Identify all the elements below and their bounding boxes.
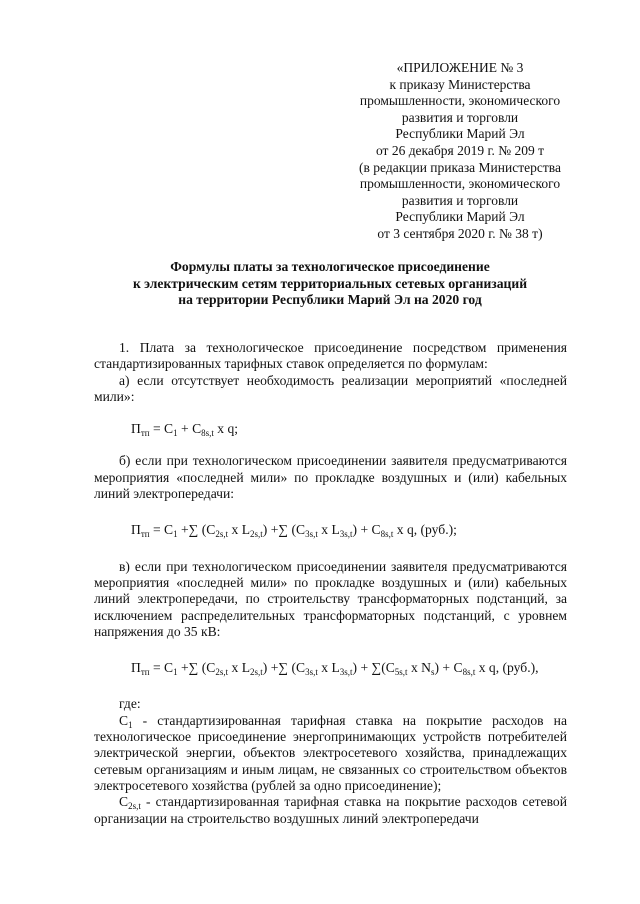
formula-v: $П_{тп} = С_1$ +∑ ($С_{2s,t}$ x $L_{2s,t}$) +∑ ($С_{3s,t}$ x $L_{3s,t}) + \sum(С_{5s,t}$ x $N_s) + С_{8s,t}$ x q, (руб.), bbox=[131, 660, 539, 678]
appendix-line: развития и торговли bbox=[401, 192, 519, 208]
appendix-line: Республики Марий Эл bbox=[395, 209, 525, 225]
appendix-header bbox=[300, 60, 620, 243]
appendix-line: от 26 декабря 2019 г. № 209 т bbox=[375, 142, 545, 158]
title-line: Формулы платы за технологическое присоединение bbox=[170, 259, 490, 274]
document-title bbox=[40, 259, 620, 309]
definition-c1: $С_1$ - стандартизированная тарифная ставка на покрытие расходов на технологическое присоединение энергопринимающих устройств потребителей электрической энергии, объектов электросетевого хозяйства, принадлежащих сетевым организациям и иным лицам, не связанных со строительством объектов электросетевого хозяйства (рублей за одно присоединение); bbox=[94, 712, 567, 793]
appendix-line: (в редакции приказа Министерства bbox=[359, 159, 561, 175]
appendix-line: промышленности, экономического bbox=[359, 176, 561, 192]
document-body bbox=[94, 340, 567, 827]
appendix-line: «ПРИЛОЖЕНИЕ № 3 bbox=[396, 60, 524, 75]
paragraph-1: 1. Плата за технологическое присоединение посредством применения стандартизированных тарифных ставок определяется по формулам: bbox=[94, 340, 567, 372]
appendix-line: промышленности, экономического bbox=[359, 93, 561, 109]
title-line: на территории Республики Марий Эл на 2020 год bbox=[178, 292, 482, 307]
appendix-line: развития и торговли bbox=[401, 109, 519, 125]
appendix-line: от 3 сентября 2020 г. № 38 т) bbox=[377, 225, 543, 241]
appendix-line: Республики Марий Эл bbox=[395, 126, 525, 142]
formula-b: $П_{тп} = С_1$ +∑ ($С_{2s,t}$ x $L_{2s,t}$) +∑ ($С_{3s,t}$ x $L_{3s,t}) + С_{8s,t}$ x q, (руб.); bbox=[131, 522, 457, 540]
appendix-line: к приказу Министерства bbox=[389, 76, 531, 92]
paragraph-a: а) если отсутствует необходимость реализации мероприятий «последней мили»: bbox=[94, 372, 567, 404]
paragraph-b: б) если при технологическом присоединении заявителя предусматриваются мероприятия «последней мили» по прокладке воздушных и (или) кабельных линий электропередачи: bbox=[94, 453, 567, 502]
title-line: к электрическим сетям территориальных сетевых организаций bbox=[132, 275, 528, 291]
where-label: где: bbox=[119, 696, 141, 712]
formula-a: $П_{тп} = С_1 + С_{8s,t}$ x q; bbox=[131, 421, 239, 439]
definition-c2: $С_{2s,t}$ - стандартизированная тарифная ставка на покрытие расходов сетевой организации на строительство воздушных линий электропередачи bbox=[94, 794, 567, 826]
paragraph-v: в) если при технологическом присоединении заявителя предусматриваются мероприятия «последней мили» по прокладке воздушных и (или) кабельных линий электропередачи, по строительству трансформаторных подстанций, за исключением распределительных трансформаторных подстанций, с уровнем напряжения до 35 кВ: bbox=[94, 558, 567, 639]
